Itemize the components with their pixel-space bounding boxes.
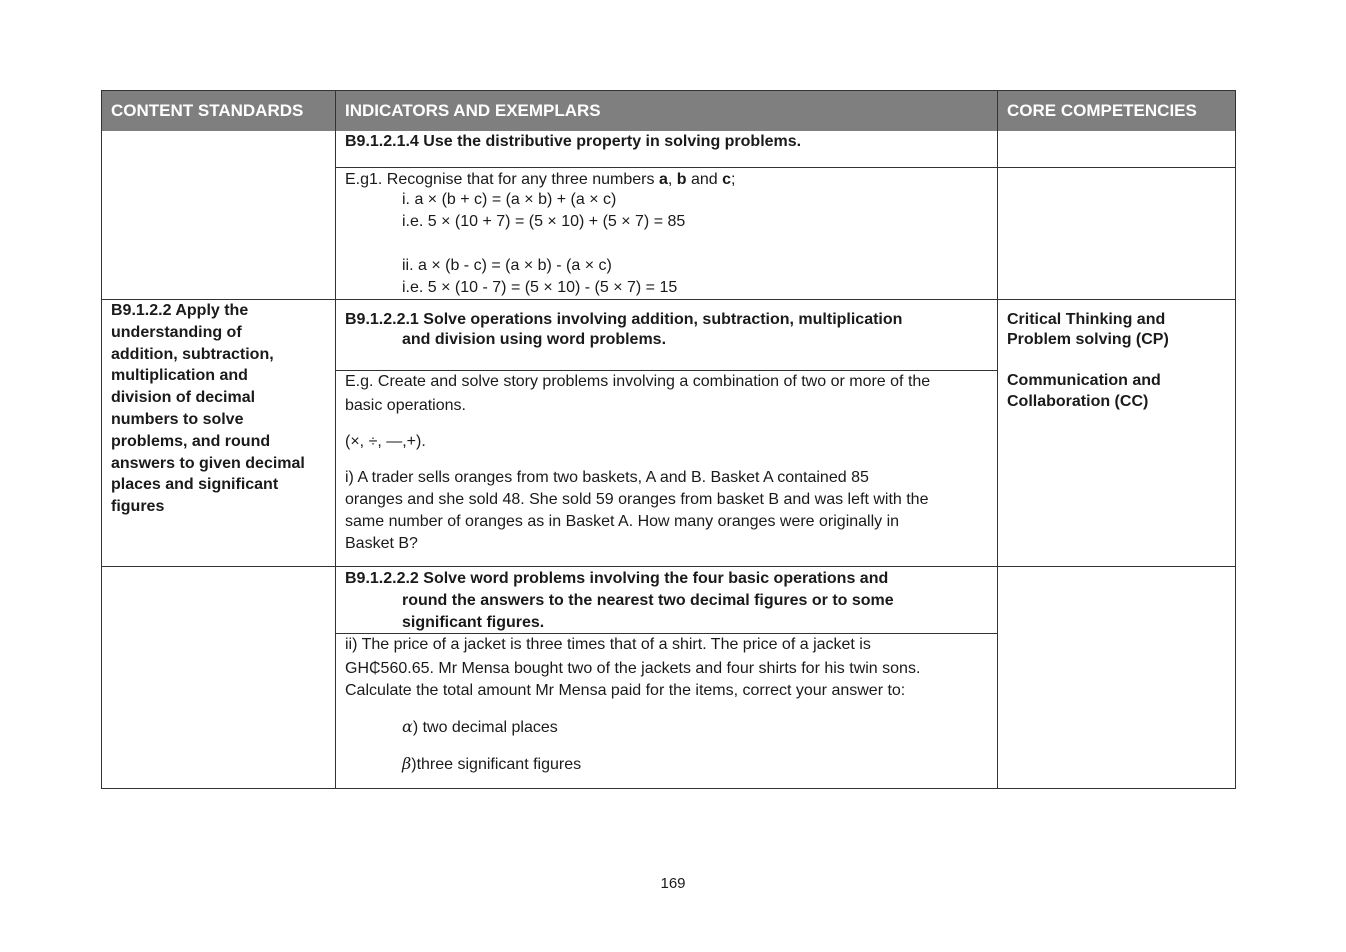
exemplar-text: E.g1. Recognise that for any three numbers: [345, 171, 659, 188]
table-border-left: [101, 90, 102, 789]
formula-addition: i. a × (b + c) = (a × b) + (a × c): [402, 191, 617, 208]
competency-line: Problem solving (CP): [1007, 331, 1169, 348]
exemplar-story-problems: E.g. Create and solve story problems involving a combination of two or more of the: [345, 373, 931, 390]
page-number: 169: [660, 875, 686, 892]
orange-problem: i) A trader sells oranges from two baskets, A and B. Basket A contained 85: [345, 469, 869, 486]
exemplar-text: and: [686, 171, 723, 188]
exemplar-story-problems: basic operations.: [345, 397, 466, 414]
option-text: ) two decimal places: [412, 719, 558, 736]
indicator-line: significant figures.: [402, 614, 545, 631]
indicator-b9-1-2-1-4: B9.1.2.1.4 Use the distributive property in solving problems.: [345, 133, 802, 150]
table-border-bottom: [101, 788, 1236, 789]
standard-line: understanding of: [111, 323, 242, 341]
exemplar-text: ;: [731, 171, 736, 188]
content-standard-b9-1-2-2: [111, 300, 333, 518]
standard-line: B9.1.2.2 Apply the: [111, 302, 249, 319]
standard-line: multiplication and: [111, 367, 248, 385]
column-divider-1: [335, 90, 336, 789]
competency-line: Collaboration (CC): [1007, 393, 1149, 410]
alpha-symbol: α: [402, 717, 413, 736]
exemplar-distributive-intro: [345, 169, 735, 191]
curriculum-table: [101, 90, 1236, 789]
beta-symbol: β: [402, 754, 412, 773]
answer-option-beta: [402, 753, 581, 776]
jacket-problem: ii) The price of a jacket is three times that of a shirt. The price of a jacket is: [345, 636, 871, 653]
header-core-competencies: CORE COMPETENCIES: [997, 90, 1236, 131]
variable-c: c: [722, 171, 732, 188]
standard-line: problems, and round: [111, 432, 271, 450]
option-text: )three significant figures: [411, 756, 582, 773]
indicator-line: B9.1.2.2.1 Solve operations involving addition, subtraction, multiplication: [345, 311, 903, 328]
competency-line: Critical Thinking and: [1007, 311, 1166, 328]
competency-cp: [1007, 310, 1169, 350]
variable-a: a: [658, 171, 668, 188]
row-divider: [101, 566, 1236, 567]
table-border-top: [101, 90, 1236, 91]
standard-line: figures: [111, 498, 165, 516]
indicator-line: round the answers to the nearest two decimal figures or to some: [402, 592, 894, 609]
header-indicators-exemplars: INDICATORS AND EXEMPLARS: [335, 90, 997, 131]
example-subtraction: i.e. 5 × (10 - 7) = (5 × 10) - (5 × 7) = 15: [402, 279, 678, 296]
indicator-b9-1-2-2-1: [345, 310, 902, 350]
jacket-problem: Calculate the total amount Mr Mensa paid for the items, correct your answer to:: [345, 682, 906, 699]
competency-cc: [1007, 370, 1161, 412]
indicator-line: and division using word problems.: [402, 331, 667, 348]
exemplar-text: ,: [667, 171, 677, 188]
example-addition: i.e. 5 × (10 + 7) = (5 × 10) + (5 × 7) = 85: [402, 213, 686, 230]
indicator-line: B9.1.2.2.2 Solve word problems involving the four basic operations and: [345, 570, 889, 587]
row-divider: [335, 167, 1236, 168]
answer-option-alpha: [402, 716, 558, 739]
competency-line: Communication and: [1007, 372, 1161, 389]
standard-line: division of decimal: [111, 389, 256, 407]
orange-problem: same number of oranges as in Basket A. How many oranges were originally in: [345, 513, 900, 530]
standard-line: addition, subtraction,: [111, 345, 274, 363]
orange-problem: Basket B?: [345, 535, 418, 552]
header-content-standards: CONTENT STANDARDS: [101, 90, 335, 131]
operations-list: (×, ÷, —,+).: [345, 433, 426, 450]
standard-line: places and significant: [111, 476, 279, 494]
standard-line: answers to given decimal: [111, 454, 305, 472]
indicator-b9-1-2-2-2: [345, 568, 894, 634]
variable-b: b: [676, 171, 687, 188]
table-border-right: [1235, 90, 1236, 789]
standard-line: numbers to solve: [111, 410, 244, 428]
orange-problem: oranges and she sold 48. She sold 59 oranges from basket B and was left with the: [345, 491, 929, 508]
jacket-problem: GH₵560.65. Mr Mensa bought two of the jackets and four shirts for his twin sons.: [345, 660, 921, 677]
formula-subtraction: ii. a × (b - c) = (a × b) - (a × c): [402, 257, 612, 274]
column-divider-2: [997, 90, 998, 789]
